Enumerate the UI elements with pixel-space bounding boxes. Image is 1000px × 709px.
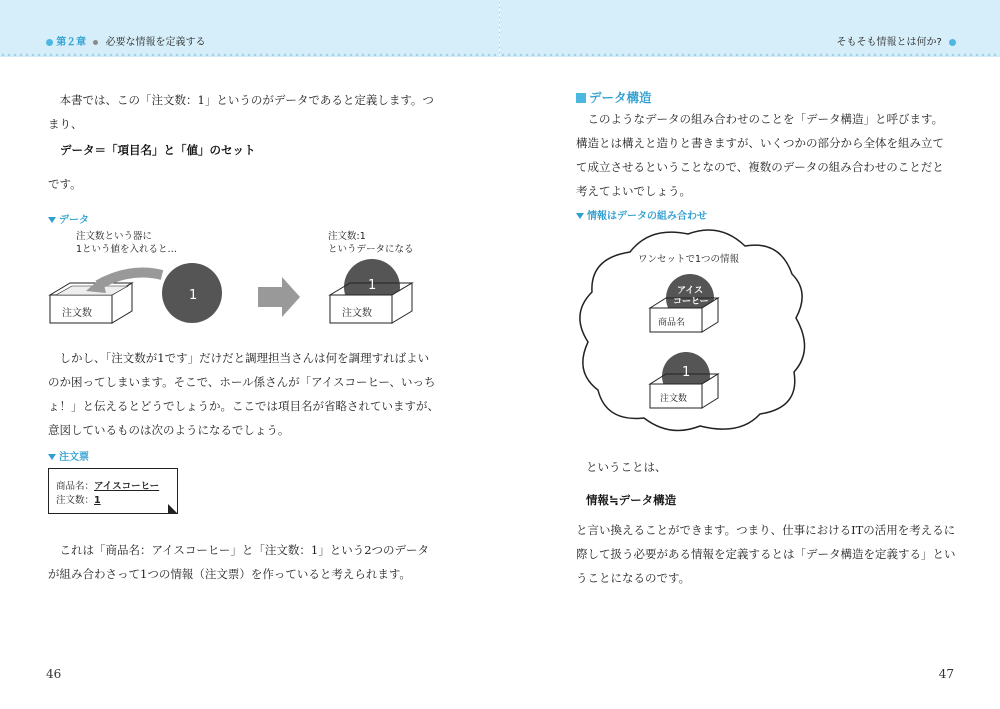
intro-paragraph: 本書では、この「注文数：1」というのがデータであると定義します。つまり、 (48, 93, 434, 131)
svg-text:アイス: アイス (677, 286, 704, 296)
caption-triangle-icon (576, 213, 584, 219)
order-slip (48, 468, 178, 514)
order-slip-line-1: 商品名：アイスコーヒー (56, 481, 160, 492)
caption-triangle-icon (48, 217, 56, 223)
fig2-caption: 注文票 (48, 448, 89, 463)
fig1-label-left: 注文数という器に 1という値を入れると… (76, 231, 178, 255)
header-dot-icon (949, 39, 956, 46)
svg-text:注文数: 注文数 (342, 308, 372, 319)
header-dot-icon (46, 39, 53, 46)
paragraph-3: これは「商品名：アイスコーヒー」と「注文数：1」という2つのデータが組み合わさって1つの情報（注文票）を作っていると考えられます。 (48, 543, 430, 581)
cloud-title: ワンセットで1つの情報 (638, 254, 740, 265)
svg-text:1: 1 (368, 278, 377, 293)
right-header-text (837, 33, 957, 48)
section-header-title: そもそも情報とは何か? (836, 37, 942, 48)
caption-triangle-icon (48, 454, 56, 460)
left-header (0, 0, 500, 57)
section-square-icon (576, 93, 586, 103)
chapter-title: 必要な情報を定義する (105, 37, 206, 48)
data-formula: データ＝「項目名」と「値」のセット (60, 143, 256, 157)
fig1-label-right: 注文数:1 というデータになる (328, 231, 414, 255)
fig1-caption: データ (48, 211, 89, 226)
order-slip-line-2: 注文数：1 (56, 495, 101, 506)
right-page (500, 0, 1000, 709)
info-formula: 情報≒データ構造 (586, 493, 677, 507)
right-paragraph-1: このようなデータの組み合わせのことを「データ構造」と呼びます。構造とは構えと造りと書きますが、いくつかの部分から全体を組み立てて成立させるということなので、複数のデータの組み合わせのことだと考えてよいでしょう。 (576, 112, 944, 198)
page-number-left: 46 (46, 667, 62, 681)
right-header (500, 0, 1000, 57)
right-paragraph-2: と言い換えることができます。つまり、仕事におけるITの活用を考えるに際して扱う必要がある情報を定義するとは「データ構造を定義する」ということになるのです。 (576, 523, 956, 585)
section-title: データ構造 (576, 88, 652, 106)
fig3-caption: 情報はデータの組み合わせ (576, 207, 707, 222)
page-number-right: 47 (938, 667, 954, 681)
right-arrow-icon (258, 277, 300, 317)
header-separator-icon (93, 40, 98, 45)
fig3-diagram (570, 222, 810, 440)
to-iu-text: ということは、 (586, 460, 667, 474)
chapter-label: 第２章 (56, 37, 87, 48)
desu-text: です。 (48, 177, 82, 191)
paragraph-2: しかし、「注文数が1です」だけだと調理担当さんは何を調理すればよいのか困ってしまいます。そこで、ホール係さんが「アイスコーヒー、いっちょ！」と伝えるとどうでしょうか。ここでは項目名が省略されていますが、意図しているものは次のようになるでしょう。 (48, 351, 439, 437)
value-label: 1 (189, 288, 198, 303)
left-header-text (46, 33, 206, 48)
folded-corner-icon (168, 504, 178, 514)
svg-text:商品名: 商品名 (658, 318, 686, 328)
svg-text:コーヒー: コーヒー (673, 297, 709, 307)
fig1-diagram (40, 255, 460, 335)
svg-text:1: 1 (682, 365, 691, 380)
svg-text:注文数: 注文数 (660, 394, 688, 404)
box-label: 注文数 (62, 308, 92, 319)
